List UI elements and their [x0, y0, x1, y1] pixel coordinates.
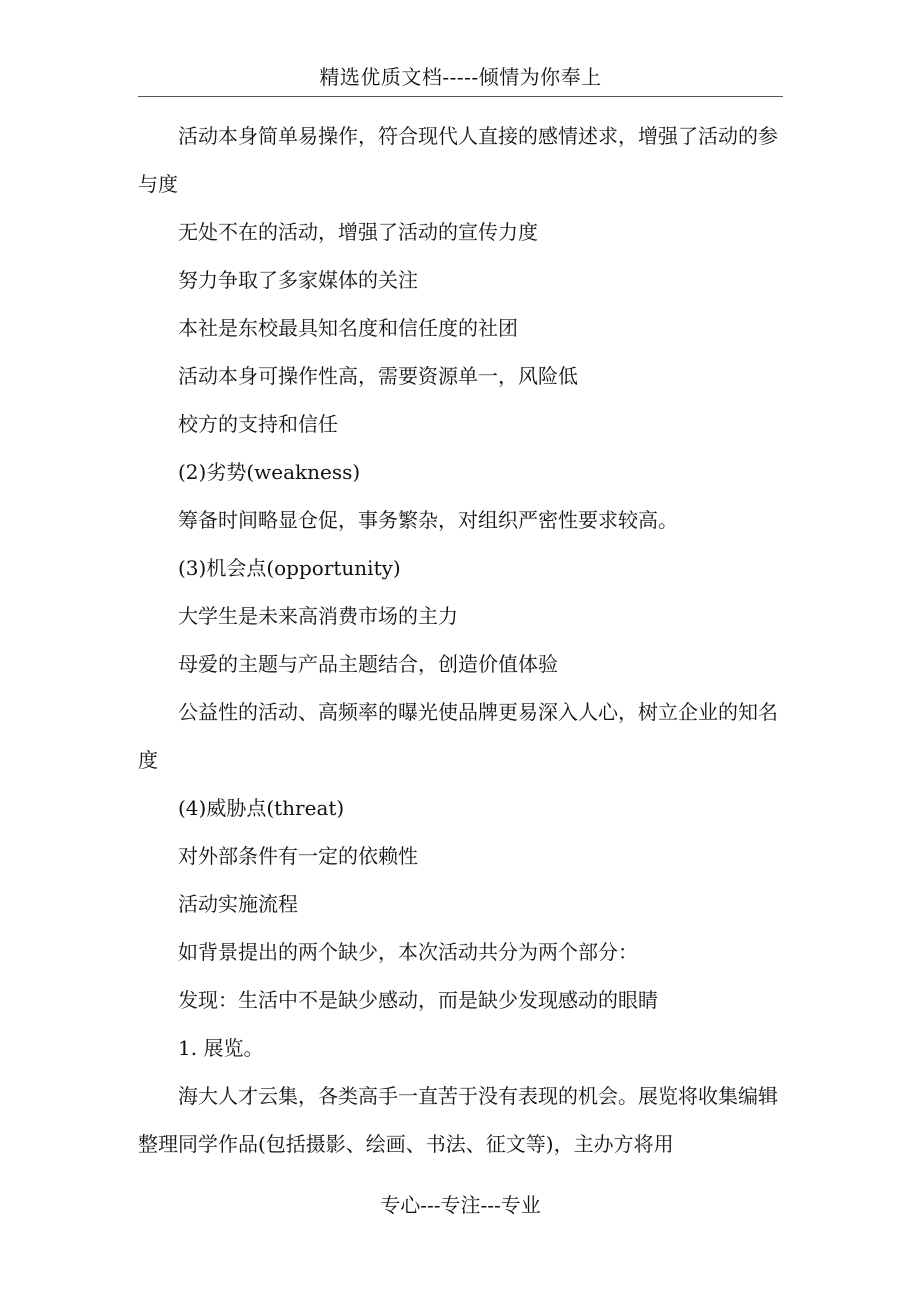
- paragraph: 校方的支持和信任: [178, 412, 338, 436]
- section-heading-threat: (4)威胁点(threat): [178, 796, 345, 820]
- paragraph: 公益性的活动、高频率的曝光使品牌更易深入人心，树立企业的知名度: [138, 700, 778, 772]
- page-footer-text: 专心---专注---专业: [380, 1193, 541, 1217]
- paragraph: 本社是东校最具知名度和信任度的社团: [178, 316, 518, 340]
- paragraph: 大学生是未来高消费市场的主力: [178, 604, 458, 628]
- paragraph: 发现：生活中不是缺少感动，而是缺少发现感动的眼睛: [178, 988, 658, 1012]
- paragraph: 如背景提出的两个缺少，本次活动共分为两个部分：: [178, 940, 638, 964]
- paragraph: 筹备时间略显仓促，事务繁杂，对组织严密性要求较高。: [178, 508, 678, 532]
- document-body: [138, 112, 783, 1168]
- paragraph: 母爱的主题与产品主题结合，创造价值体验: [178, 652, 558, 676]
- list-item-heading: 1. 展览。: [178, 1036, 264, 1060]
- header-divider: [138, 96, 783, 97]
- paragraph: 努力争取了多家媒体的关注: [178, 268, 418, 292]
- page-header-title: 精选优质文档-----倾情为你奉上: [319, 65, 602, 89]
- section-heading-opportunity: (3)机会点(opportunity): [178, 556, 401, 580]
- paragraph: 活动本身简单易操作，符合现代人直接的感情述求，增强了活动的参与度: [138, 124, 778, 196]
- section-heading-weakness: (2)劣势(weakness): [178, 460, 361, 484]
- paragraph: 活动本身可操作性高，需要资源单一，风险低: [178, 364, 578, 388]
- paragraph: 无处不在的活动，增强了活动的宣传力度: [178, 220, 538, 244]
- section-heading-process: 活动实施流程: [178, 892, 298, 916]
- paragraph: 对外部条件有一定的依赖性: [178, 844, 418, 868]
- paragraph: 海大人才云集，各类高手一直苦于没有表现的机会。展览将收集编辑整理同学作品(包括摄影、绘画、书法、征文等)，主办方将用: [138, 1084, 778, 1156]
